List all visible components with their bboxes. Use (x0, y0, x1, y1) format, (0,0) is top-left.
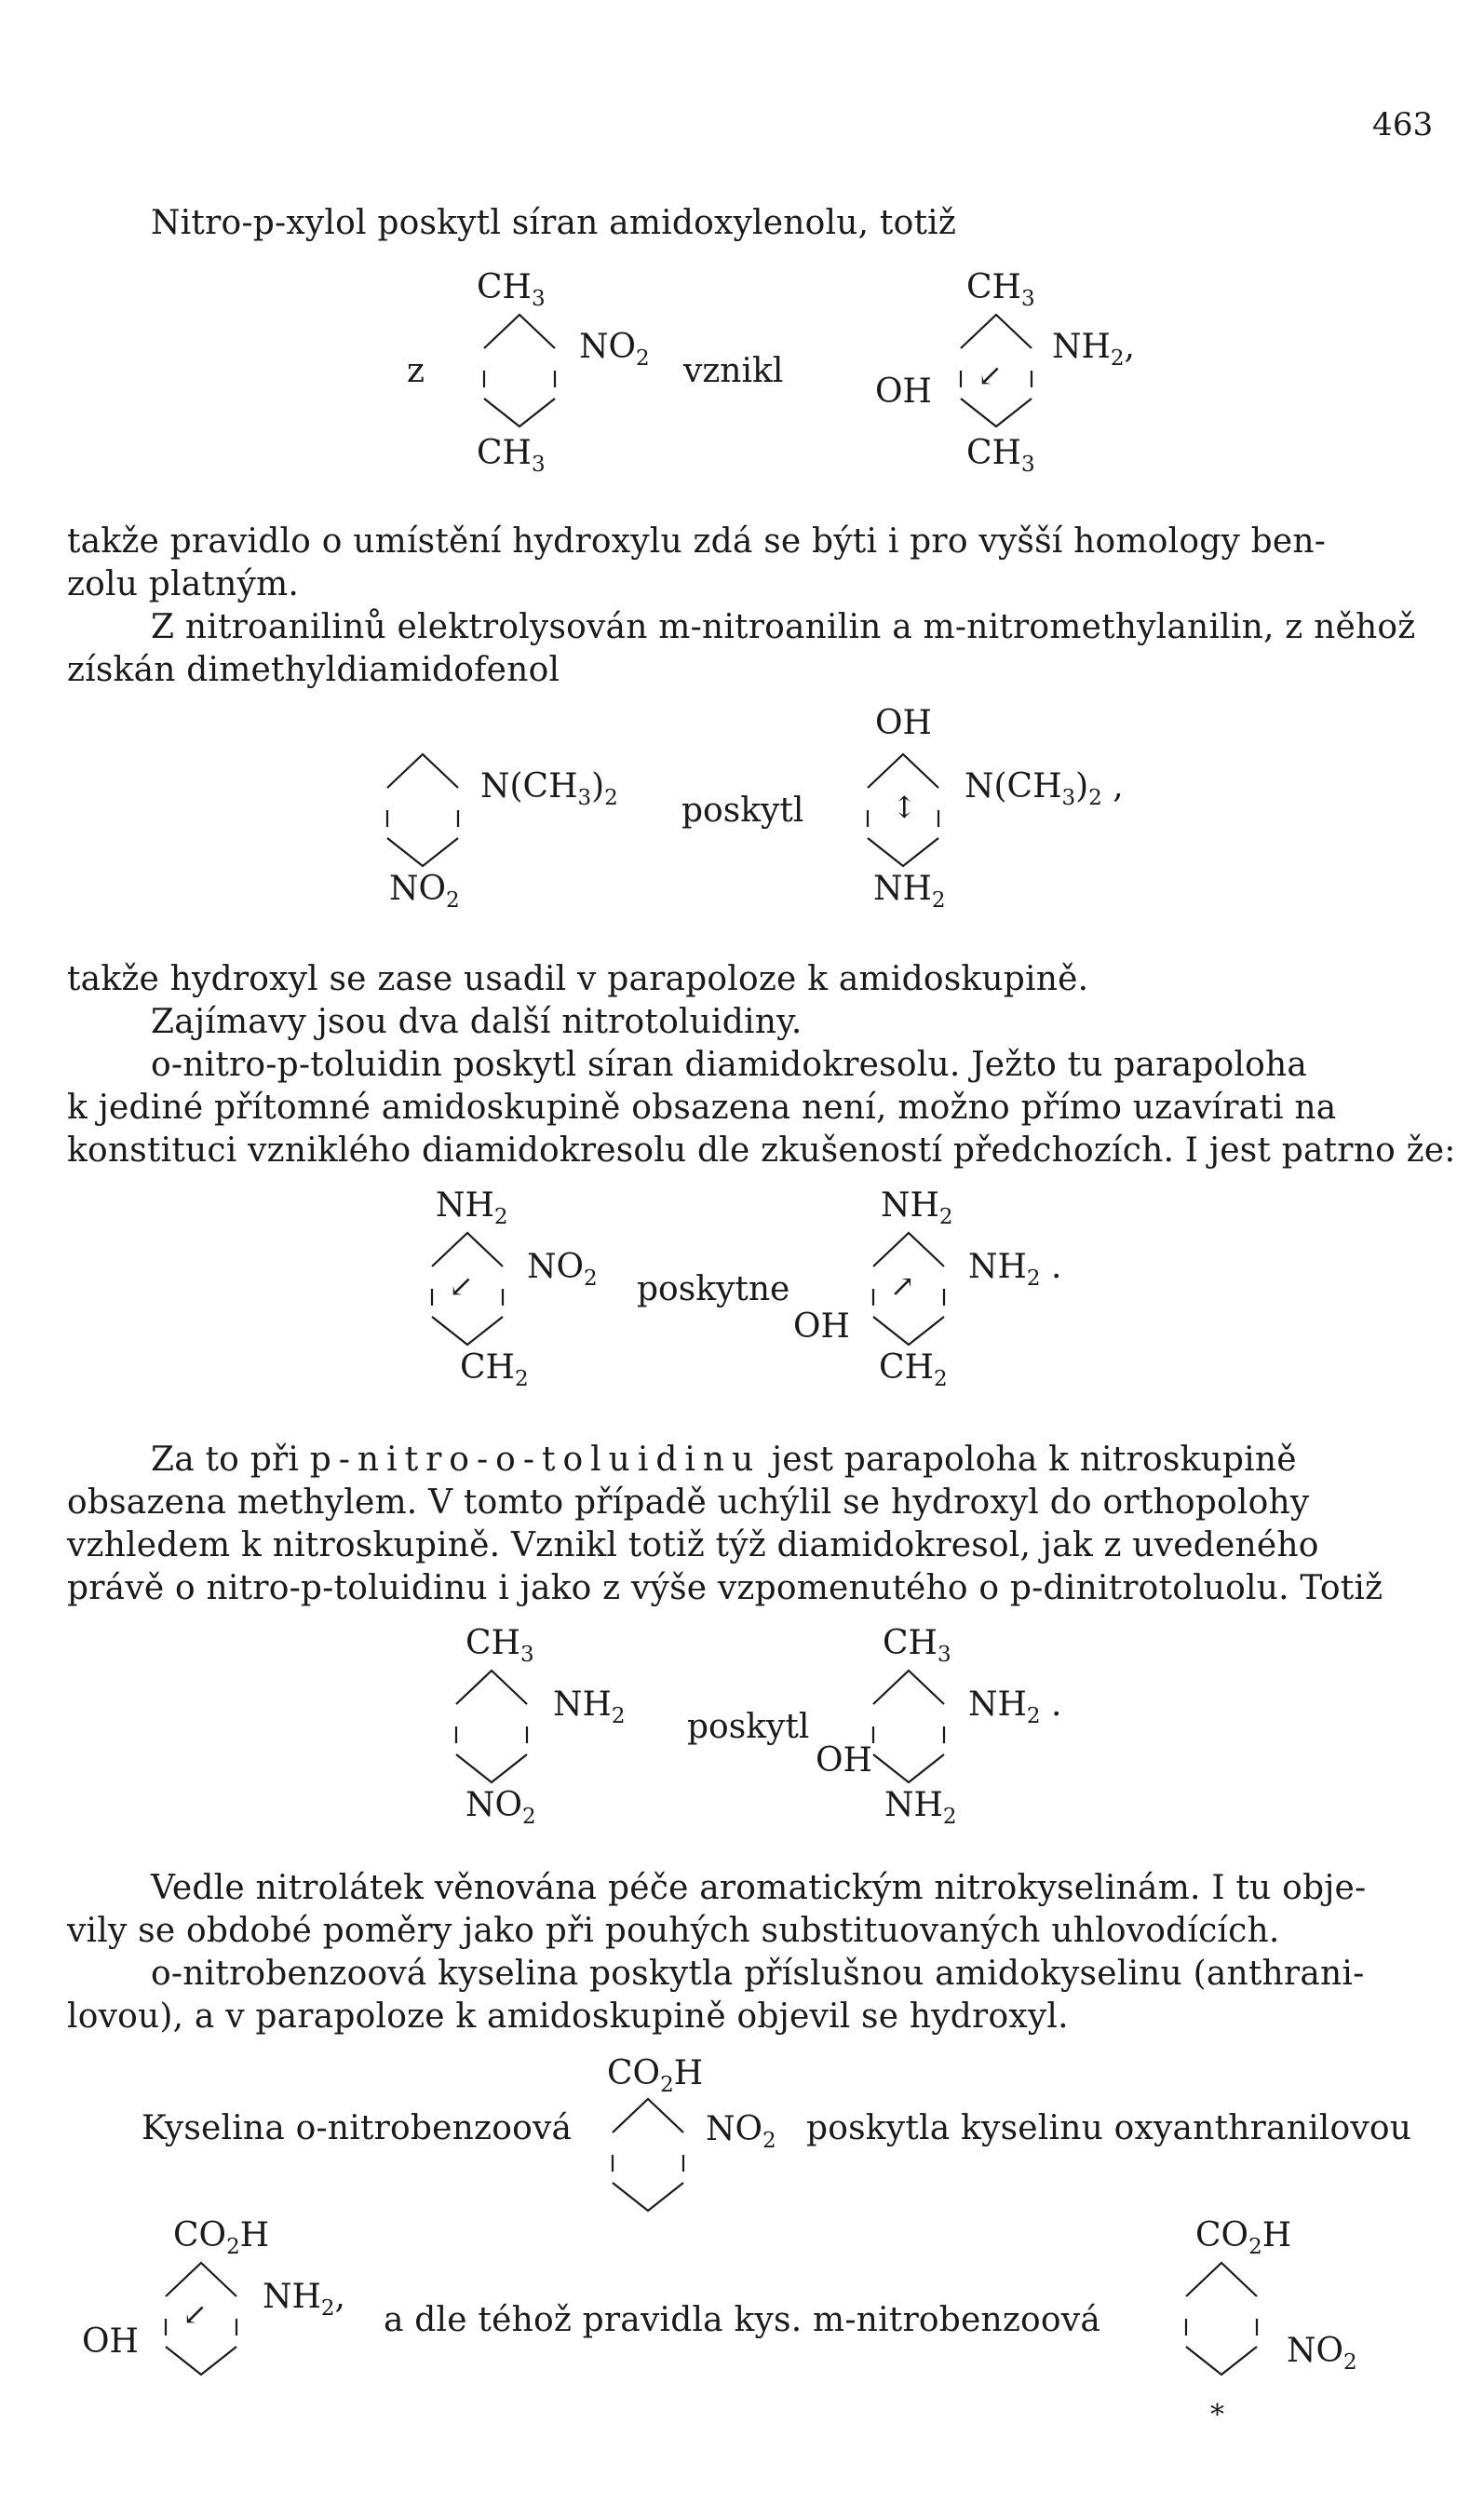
benzene-ring (376, 749, 469, 870)
formula-label: $CH_3$ (477, 434, 546, 477)
formula-label: $CH_3$ (465, 1624, 534, 1667)
formula-label: $NH_2$ (881, 1186, 953, 1229)
text-line: a dle téhož pravidla kys. m-nitrobenzoová (384, 2301, 1101, 2339)
text-line: k jediné přítomné amidoskupině obsazena není, možno přímo uzavírati na (67, 1089, 1337, 1127)
formula-label: poskytl (681, 792, 804, 830)
formula-label: $CH_3$ (966, 434, 1035, 477)
formula-label: $NO_2$ (465, 1786, 536, 1829)
text-line: takže pravidlo o umístění hydroxylu zdá se býti i pro vyšší homology ben- (67, 522, 1327, 561)
formula-label: z (407, 352, 425, 390)
formula-label: $CH_2$ (879, 1348, 948, 1391)
formula-label: $NH_2$ (553, 1685, 626, 1728)
ring-arrow: ↙ (182, 2296, 208, 2332)
formula-label: $CH_3$ (966, 268, 1035, 311)
formula-label: vznikl (683, 352, 784, 390)
formula-label: $CO_2H$ (1195, 2216, 1292, 2259)
ring-arrow: ↕ (892, 790, 917, 825)
formula-label: $CH_2$ (460, 1348, 529, 1391)
text-line: právě o nitro-p-toluidinu i jako z výše vzpomenutého o p-dinitrotoluolu. Totiž (67, 1569, 1383, 1607)
ring-arrow: ↙ (449, 1268, 474, 1304)
formula-label: $NH_2$ (873, 870, 946, 913)
text-line: konstituci vzniklého diamidokresolu dle zkušeností předchozích. I jest patrno že: (67, 1131, 1456, 1170)
text-line: lovou), a v parapoloze k amidoskupině objevil se hydroxyl. (67, 1997, 1069, 2036)
text-line: vzhledem k nitroskupině. Vznikl totiž týž diamidokresol, jak z uvedeného (67, 1526, 1319, 1564)
benzene-ring (601, 2093, 695, 2214)
formula-label: OH (793, 1307, 850, 1346)
formula-label: $N(CH_3)_2$ , (965, 767, 1124, 810)
formula-label: $NH_2$ (436, 1186, 508, 1229)
formula-label: $NO_2$ (389, 870, 460, 913)
text-line: zolu platným. (67, 565, 299, 603)
text-line: Kyselina o-nitrobenzoová (142, 2109, 573, 2147)
ring-arrow: ↗ (890, 1268, 915, 1304)
benzene-ring (445, 1665, 538, 1786)
text-line: o-nitro-p-toluidin poskytl síran diamidokresolu. Ježto tu parapoloha (151, 1046, 1308, 1084)
formula-label: $NO_2$ (1287, 2332, 1357, 2375)
formula-label: OH (82, 2322, 139, 2361)
text-line: získán dimethyldiamidofenol (67, 651, 560, 689)
text-line: Zajímavy jsou dva další nitrotoluidiny. (151, 1003, 803, 1041)
formula-label: $CH_3$ (883, 1624, 951, 1667)
benzene-ring (1175, 2257, 1268, 2378)
formula-label: poskytl (687, 1708, 810, 1746)
text-line: Z nitroanilinů elektrolysován m-nitroanilin a m-nitromethylanilin, z něhož (151, 608, 1416, 646)
formula-label: $CO_2H$ (173, 2216, 270, 2259)
footnote-asterisk: * (1210, 2399, 1224, 2431)
text-line: Za to při p-nitro-o-toluidinu jest parapoloha k nitroskupině (151, 1441, 1297, 1479)
text-line: poskytla kyselinu oxyanthranilovou (806, 2109, 1412, 2147)
formula-label: $NH_2$, (1052, 328, 1135, 371)
formula-label: OH (875, 704, 932, 742)
benzene-ring (473, 309, 566, 430)
formula-label: $CH_3$ (477, 268, 546, 311)
text-line: o-nitrobenzoová kyselina poskytla příslušnou amidokyselinu (anthrani- (151, 1955, 1365, 1993)
formula-label: $NH_2$ . (968, 1685, 1062, 1728)
text-line: Vedle nitrolátek věnována péče aromatickým nitrokyselinám. I tu obje- (151, 1869, 1367, 1907)
formula-label: poskytne (637, 1270, 790, 1308)
formula-label: OH (816, 1741, 872, 1780)
benzene-ring (862, 1665, 955, 1786)
formula-label: OH (875, 372, 932, 411)
formula-label: $NH_2$ (884, 1786, 957, 1829)
text-line: vily se obdobé poměry jako při pouhých substituovaných uhlovodících. (67, 1912, 1280, 1950)
formula-label: $NH_2$, (263, 2278, 345, 2321)
text-line: obsazena methylem. V tomto případě uchýlil se hydroxyl do orthopolohy (67, 1483, 1310, 1522)
page-number: 463 (1372, 106, 1434, 143)
formula-label: $NH_2$ . (968, 1248, 1062, 1291)
ring-arrow: ↙ (978, 358, 1003, 393)
formula-label: $CO_2H$ (607, 2054, 704, 2097)
text-line: takže hydroxyl se zase usadil v parapoloze k amidoskupině. (67, 960, 1089, 998)
text-line: Nitro-p-xylol poskytl síran amidoxylenolu, totiž (151, 204, 957, 242)
formula-label: $NO_2$ (579, 328, 650, 371)
formula-label: $N(CH_3)_2$ (480, 767, 618, 810)
formula-label: $NO_2$ (706, 2110, 776, 2153)
formula-label: $NO_2$ (527, 1248, 598, 1291)
